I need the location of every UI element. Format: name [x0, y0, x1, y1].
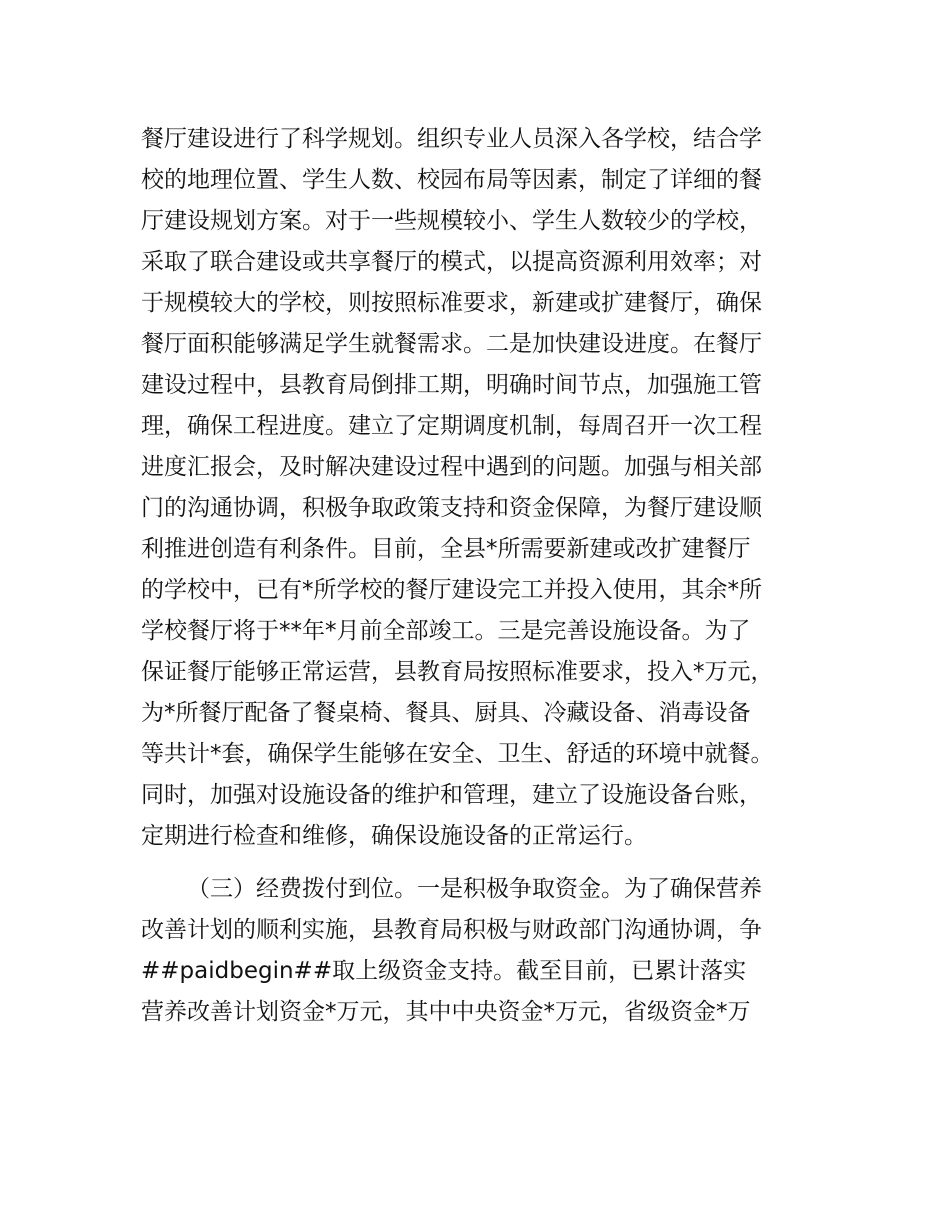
text-line: 于规模较大的学校，则按照标准要求，新建或扩建餐厅，确保 — [141, 290, 762, 316]
text-line: 的学校中，已有*所学校的餐厅建设完工并投入使用，其余*所 — [141, 577, 762, 603]
text-line: 营养改善计划资金*万元，其中中央资金*万元，省级资金*万 — [141, 999, 751, 1025]
text-line: 同时，加强对设施设备的维护和管理，建立了设施设备台账， — [141, 782, 762, 808]
text-line: ##paidbegin##取上级资金支持。截至目前，已累计落实 — [141, 958, 747, 984]
paragraph-spacing — [141, 857, 841, 869]
text-line: 改善计划的顺利实施，县教育局积极与财政部门沟通协调，争 — [141, 917, 762, 943]
text-line: 门的沟通协调，积极争取政策支持和资金保障，为餐厅建设顺 — [141, 495, 762, 521]
text-line: （三）经费拨付到位。一是积极争取资金。为了确保营养 — [187, 876, 762, 902]
paragraph-2 — [141, 869, 841, 1033]
text-line: 校的地理位置、学生人数、校园布局等因素，制定了详细的餐 — [141, 167, 762, 193]
document-body — [141, 119, 841, 1033]
text-line: 等共计*套，确保学生能够在安全、卫生、舒适的环境中就餐。 — [141, 741, 774, 767]
text-line: 利推进创造有利条件。目前，全县*所需要新建或改扩建餐厅 — [141, 536, 751, 562]
paragraph-1 — [141, 119, 841, 857]
text-line: 进度汇报会，及时解决建设过程中遇到的问题。加强与相关部 — [141, 454, 762, 480]
text-line: 厅建设规划方案。对于一些规模较小、学生人数较少的学校， — [141, 208, 762, 234]
text-line: 定期进行检查和维修，确保设施设备的正常运行。 — [141, 823, 647, 849]
text-line: 建设过程中，县教育局倒排工期，明确时间节点，加强施工管 — [141, 372, 762, 398]
text-line: 餐厅面积能够满足学生就餐需求。二是加快建设进度。在餐厅 — [141, 331, 762, 357]
text-line: 保证餐厅能够正常运营，县教育局按照标准要求，投入*万元， — [141, 659, 774, 685]
text-line: 为*所餐厅配备了餐桌椅、餐具、厨具、冷藏设备、消毒设备 — [141, 700, 751, 726]
text-line: 餐厅建设进行了科学规划。组织专业人员深入各学校，结合学 — [141, 126, 762, 152]
text-line: 采取了联合建设或共享餐厅的模式，以提高资源利用效率；对 — [141, 249, 762, 275]
text-line: 理，确保工程进度。建立了定期调度机制，每周召开一次工程 — [141, 413, 762, 439]
text-line: 学校餐厅将于**年*月前全部竣工。三是完善设施设备。为了 — [141, 618, 751, 644]
